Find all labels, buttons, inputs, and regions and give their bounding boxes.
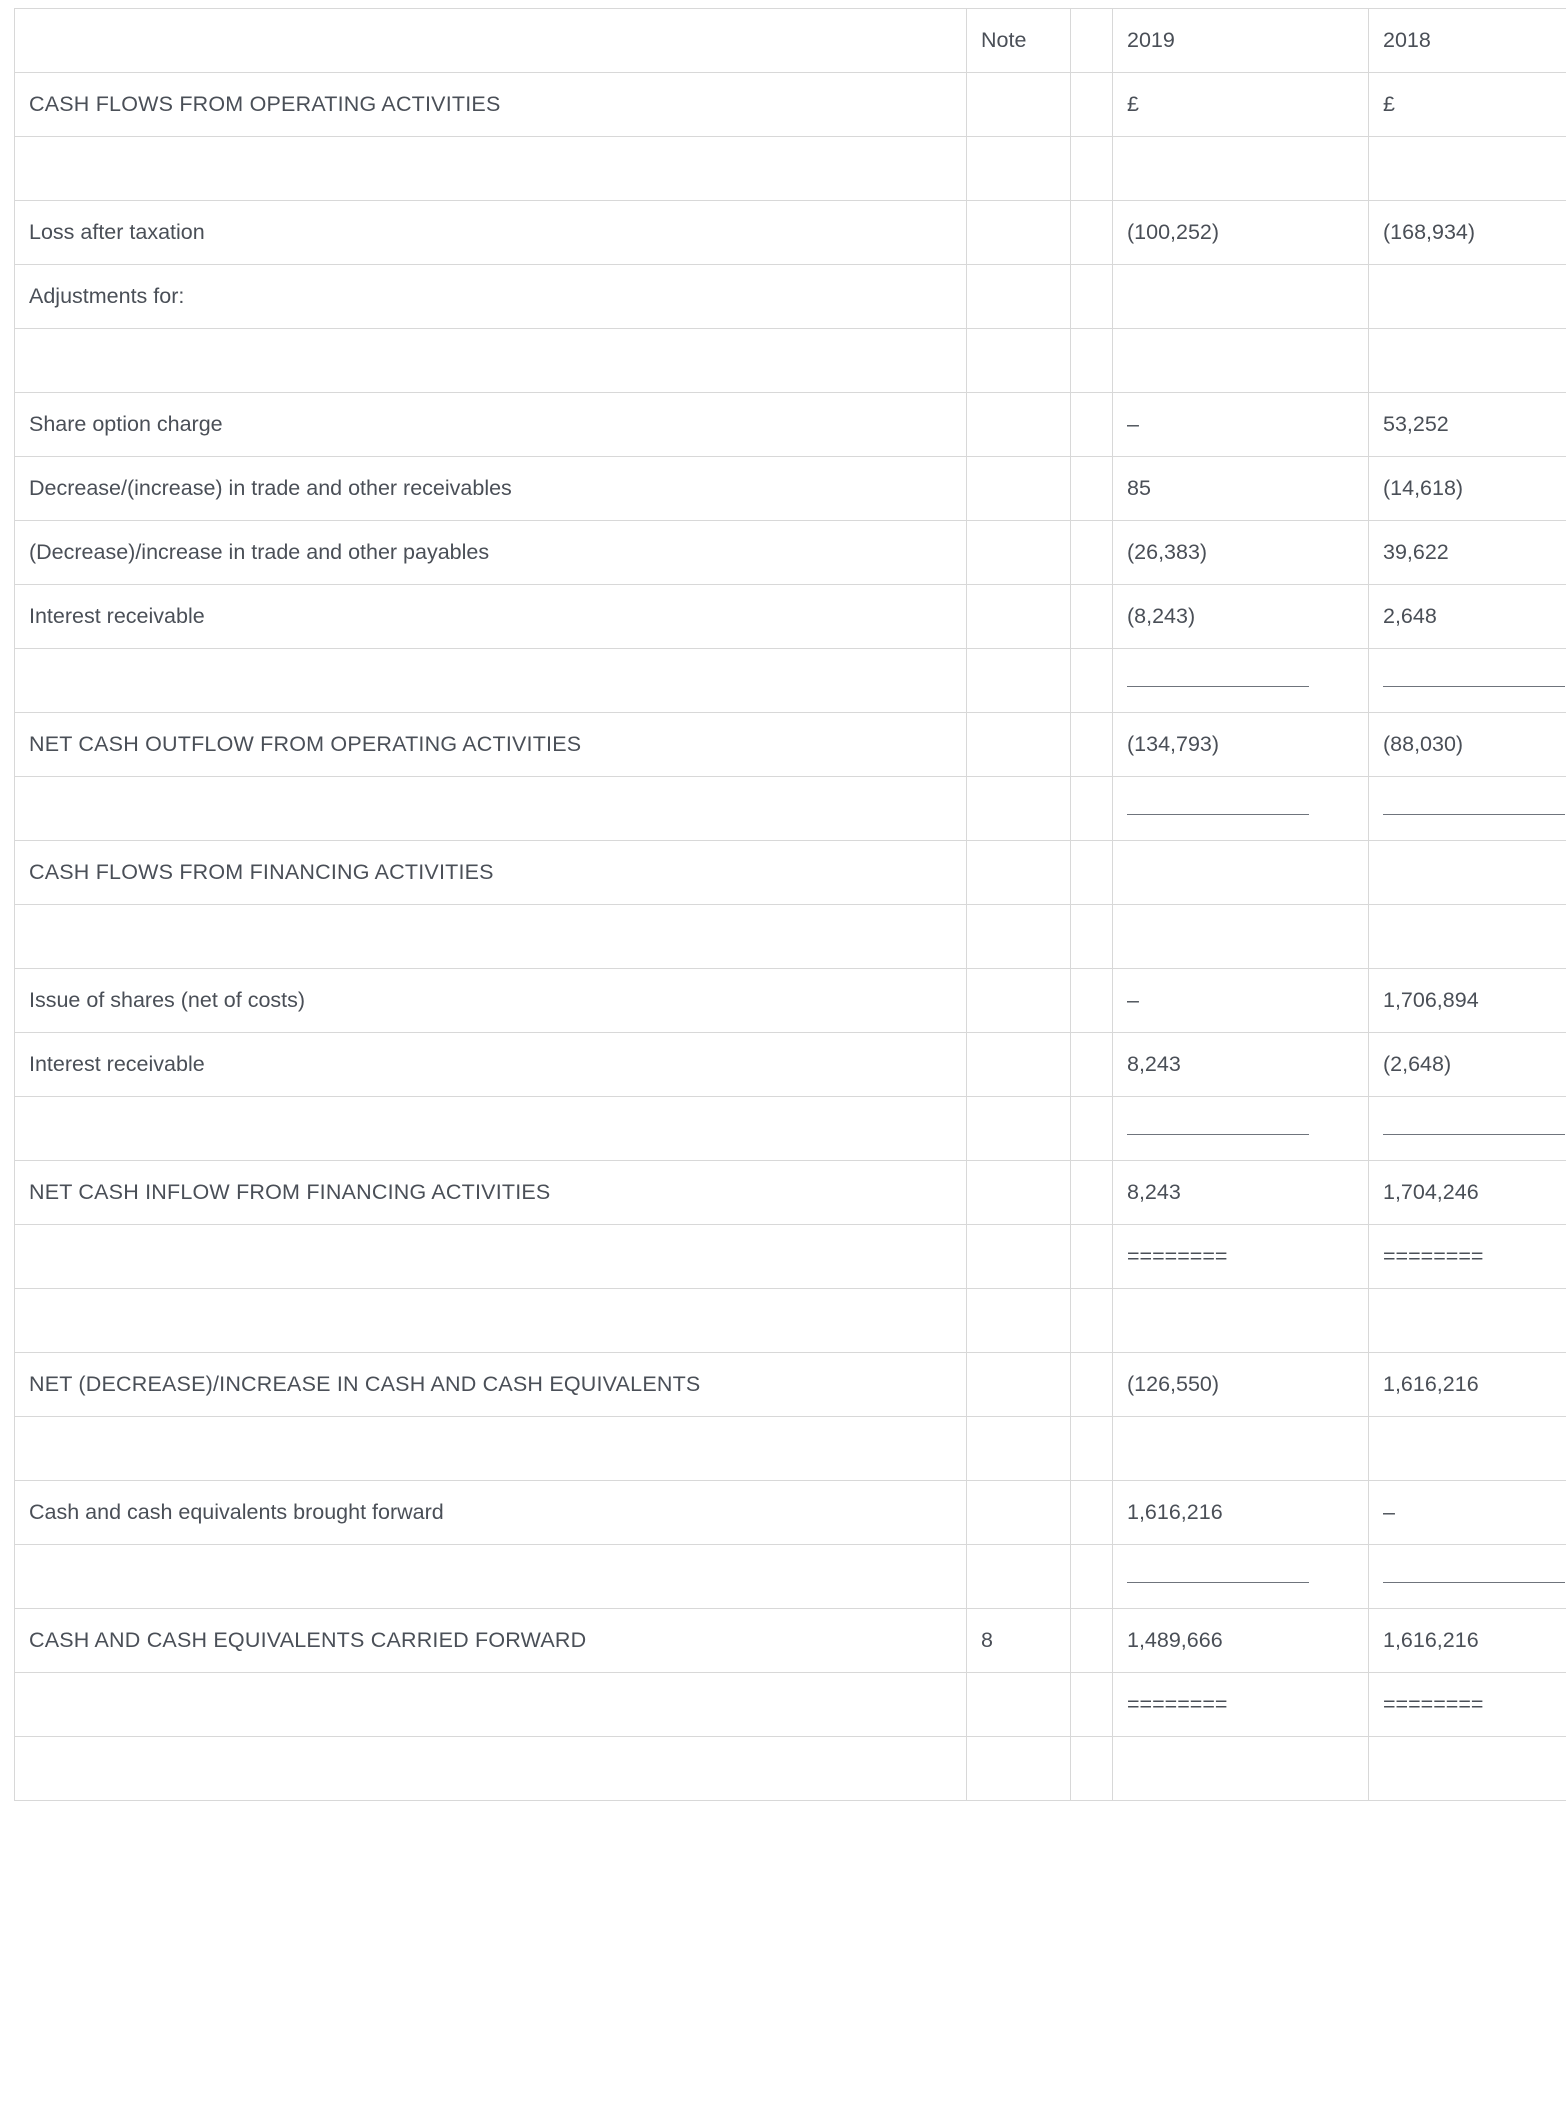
row-value-2018: [1369, 1097, 1566, 1161]
row-value-2018: 1,616,216: [1369, 1609, 1566, 1673]
cash-flow-table: [14, 8, 1566, 1801]
row-label-empty: [15, 137, 967, 201]
row-gap: [1071, 1545, 1113, 1609]
row-value-2018: (88,030): [1369, 713, 1566, 777]
row-note: [967, 457, 1071, 521]
subtotal-rule: [1383, 814, 1565, 815]
row-value-2018: [1369, 777, 1566, 841]
row-note: [967, 201, 1071, 265]
row-value-2019: [1113, 1545, 1369, 1609]
header-cell-year-2018: 2018: [1369, 9, 1566, 73]
row-value-2019: (126,550): [1113, 1353, 1369, 1417]
row-note: [967, 137, 1071, 201]
row-label: CASH FLOWS FROM FINANCING ACTIVITIES: [15, 841, 967, 905]
row-label-empty: [15, 329, 967, 393]
subtotal-rule: [1383, 686, 1565, 687]
table-row: [15, 649, 1566, 713]
subtotal-rule: [1383, 1134, 1565, 1135]
row-label: CASH FLOWS FROM OPERATING ACTIVITIES: [15, 73, 967, 137]
row-note: [967, 841, 1071, 905]
row-note: [967, 1545, 1071, 1609]
row-value-2019: [1113, 905, 1369, 969]
row-label: NET (DECREASE)/INCREASE IN CASH AND CASH EQUIVALENTS: [15, 1353, 967, 1417]
row-value-2018: [1369, 649, 1566, 713]
row-value-2019: 1,489,666: [1113, 1609, 1369, 1673]
table-row: [15, 1225, 1566, 1289]
row-label: (Decrease)/increase in trade and other payables: [15, 521, 967, 585]
row-value-2018: £: [1369, 73, 1566, 137]
row-value-2019: (26,383): [1113, 521, 1369, 585]
row-gap: [1071, 521, 1113, 585]
row-gap: [1071, 457, 1113, 521]
row-label-empty: [15, 1289, 967, 1353]
header-cell-label: [15, 9, 967, 73]
row-value-2018: [1369, 137, 1566, 201]
row-value-2019: 1,616,216: [1113, 1481, 1369, 1545]
row-note: [967, 73, 1071, 137]
table-row: [15, 1673, 1566, 1737]
row-label-empty: [15, 1097, 967, 1161]
table-row: [15, 457, 1566, 521]
row-label: Issue of shares (net of costs): [15, 969, 967, 1033]
row-note: [967, 393, 1071, 457]
row-label: NET CASH INFLOW FROM FINANCING ACTIVITIES: [15, 1161, 967, 1225]
row-gap: [1071, 1161, 1113, 1225]
table-header-row: [15, 9, 1566, 73]
header-cell-note: Note: [967, 9, 1071, 73]
subtotal-rule: [1127, 686, 1309, 687]
table-row: [15, 521, 1566, 585]
row-gap: [1071, 585, 1113, 649]
row-note: [967, 1417, 1071, 1481]
row-value-2018: ========: [1369, 1673, 1566, 1737]
row-label: Adjustments for:: [15, 265, 967, 329]
header-cell-year-2019: 2019: [1113, 9, 1369, 73]
row-gap: [1071, 137, 1113, 201]
row-gap: [1071, 1097, 1113, 1161]
row-gap: [1071, 777, 1113, 841]
row-value-2018: (2,648): [1369, 1033, 1566, 1097]
row-gap: [1071, 1225, 1113, 1289]
row-note: [967, 1353, 1071, 1417]
cash-flow-table-body: [15, 9, 1566, 1801]
row-value-2019: £: [1113, 73, 1369, 137]
row-label-empty: [15, 1225, 967, 1289]
row-gap: [1071, 329, 1113, 393]
row-value-2019: (100,252): [1113, 201, 1369, 265]
row-value-2019: ========: [1113, 1225, 1369, 1289]
row-gap: [1071, 1673, 1113, 1737]
table-row: [15, 201, 1566, 265]
table-row: [15, 1161, 1566, 1225]
row-gap: [1071, 1353, 1113, 1417]
row-value-2019: (8,243): [1113, 585, 1369, 649]
table-row: [15, 1545, 1566, 1609]
row-value-2018: [1369, 329, 1566, 393]
row-value-2018: –: [1369, 1481, 1566, 1545]
row-value-2018: [1369, 1545, 1566, 1609]
row-value-2019: [1113, 1289, 1369, 1353]
table-row: [15, 1097, 1566, 1161]
row-label-empty: [15, 1545, 967, 1609]
row-note: [967, 1033, 1071, 1097]
row-value-2019: [1113, 329, 1369, 393]
row-label-empty: [15, 649, 967, 713]
row-label: Interest receivable: [15, 1033, 967, 1097]
row-value-2019: 8,243: [1113, 1161, 1369, 1225]
row-note: [967, 1673, 1071, 1737]
row-gap: [1071, 1033, 1113, 1097]
row-note: [967, 1097, 1071, 1161]
row-value-2018: (168,934): [1369, 201, 1566, 265]
table-row: [15, 73, 1566, 137]
row-value-2019: [1113, 777, 1369, 841]
row-value-2018: ========: [1369, 1225, 1566, 1289]
table-row: [15, 265, 1566, 329]
subtotal-rule: [1127, 1582, 1309, 1583]
row-value-2018: [1369, 1737, 1566, 1801]
row-note: [967, 649, 1071, 713]
row-label: Interest receivable: [15, 585, 967, 649]
row-value-2019: –: [1113, 393, 1369, 457]
row-note: [967, 1225, 1071, 1289]
row-gap: [1071, 1417, 1113, 1481]
row-label-empty: [15, 1737, 967, 1801]
row-note: [967, 265, 1071, 329]
row-note: [967, 1161, 1071, 1225]
row-label-empty: [15, 1417, 967, 1481]
table-row: [15, 1609, 1566, 1673]
row-value-2019: [1113, 137, 1369, 201]
row-note: [967, 1289, 1071, 1353]
table-row: [15, 329, 1566, 393]
row-gap: [1071, 265, 1113, 329]
row-gap: [1071, 969, 1113, 1033]
row-value-2019: [1113, 1417, 1369, 1481]
subtotal-rule: [1127, 814, 1309, 815]
row-label-empty: [15, 777, 967, 841]
row-label: Share option charge: [15, 393, 967, 457]
row-value-2018: 1,706,894: [1369, 969, 1566, 1033]
row-gap: [1071, 841, 1113, 905]
table-row: [15, 713, 1566, 777]
row-value-2018: (14,618): [1369, 457, 1566, 521]
table-row: [15, 905, 1566, 969]
row-value-2019: –: [1113, 969, 1369, 1033]
table-row: [15, 137, 1566, 201]
table-row: [15, 1737, 1566, 1801]
row-label: NET CASH OUTFLOW FROM OPERATING ACTIVITIES: [15, 713, 967, 777]
row-gap: [1071, 1609, 1113, 1673]
row-value-2019: 8,243: [1113, 1033, 1369, 1097]
row-value-2019: (134,793): [1113, 713, 1369, 777]
header-cell-gap: [1071, 9, 1113, 73]
row-value-2019: [1113, 649, 1369, 713]
row-note: [967, 905, 1071, 969]
row-note: [967, 1737, 1071, 1801]
row-note: [967, 713, 1071, 777]
row-value-2018: 53,252: [1369, 393, 1566, 457]
row-label-empty: [15, 905, 967, 969]
table-row: [15, 841, 1566, 905]
table-row: [15, 1417, 1566, 1481]
row-gap: [1071, 1289, 1113, 1353]
table-row: [15, 1353, 1566, 1417]
row-value-2018: [1369, 841, 1566, 905]
row-label: Cash and cash equivalents brought forward: [15, 1481, 967, 1545]
table-row: [15, 1033, 1566, 1097]
row-value-2019: 85: [1113, 457, 1369, 521]
row-value-2019: [1113, 265, 1369, 329]
row-value-2018: 2,648: [1369, 585, 1566, 649]
row-value-2019: [1113, 841, 1369, 905]
table-row: [15, 1481, 1566, 1545]
row-note: [967, 969, 1071, 1033]
row-note: [967, 585, 1071, 649]
table-row: [15, 585, 1566, 649]
row-value-2018: 39,622: [1369, 521, 1566, 585]
table-row: [15, 393, 1566, 457]
row-label-empty: [15, 1673, 967, 1737]
row-label: CASH AND CASH EQUIVALENTS CARRIED FORWARD: [15, 1609, 967, 1673]
row-gap: [1071, 393, 1113, 457]
row-label: Loss after taxation: [15, 201, 967, 265]
row-value-2018: 1,616,216: [1369, 1353, 1566, 1417]
row-value-2018: [1369, 905, 1566, 969]
table-row: [15, 969, 1566, 1033]
row-gap: [1071, 1481, 1113, 1545]
table-row: [15, 777, 1566, 841]
row-value-2018: [1369, 1417, 1566, 1481]
row-note: 8: [967, 1609, 1071, 1673]
row-note: [967, 777, 1071, 841]
subtotal-rule: [1383, 1582, 1565, 1583]
row-value-2019: [1113, 1097, 1369, 1161]
row-gap: [1071, 73, 1113, 137]
row-value-2018: [1369, 265, 1566, 329]
row-note: [967, 521, 1071, 585]
row-label: Decrease/(increase) in trade and other receivables: [15, 457, 967, 521]
row-value-2019: ========: [1113, 1673, 1369, 1737]
row-gap: [1071, 649, 1113, 713]
row-gap: [1071, 201, 1113, 265]
row-value-2018: 1,704,246: [1369, 1161, 1566, 1225]
row-note: [967, 1481, 1071, 1545]
row-gap: [1071, 1737, 1113, 1801]
subtotal-rule: [1127, 1134, 1309, 1135]
row-value-2019: [1113, 1737, 1369, 1801]
row-gap: [1071, 713, 1113, 777]
row-value-2018: [1369, 1289, 1566, 1353]
row-gap: [1071, 905, 1113, 969]
row-note: [967, 329, 1071, 393]
table-row: [15, 1289, 1566, 1353]
